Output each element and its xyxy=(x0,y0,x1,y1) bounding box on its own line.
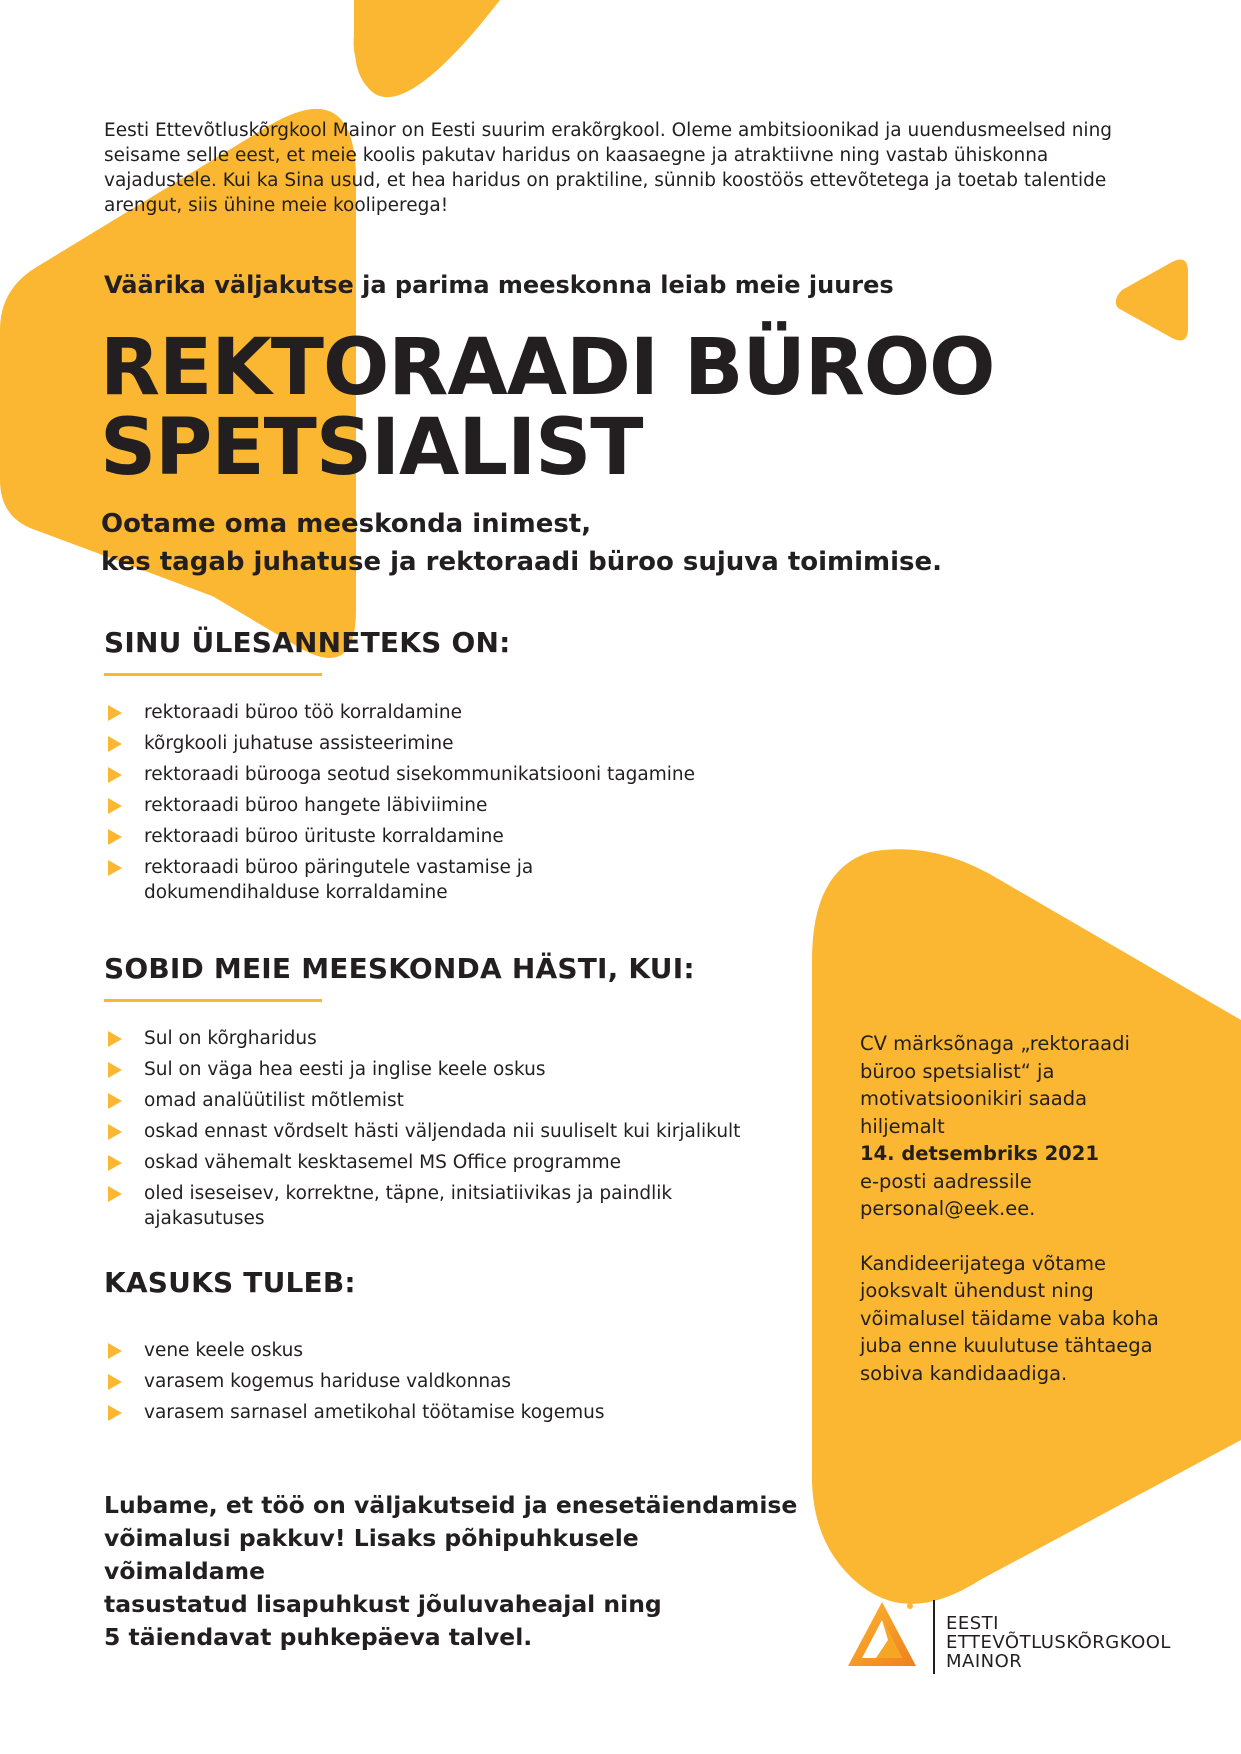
section-heading: SINU ÜLESANNETEKS ON: xyxy=(104,626,511,659)
logo-divider xyxy=(933,1600,935,1674)
note-line: juba enne kuulutuse tähtaega xyxy=(860,1334,1153,1357)
note-line: sobiva kandidaadiga. xyxy=(860,1361,1068,1385)
note-line: võimalusel täidame vaba koha xyxy=(860,1306,1159,1330)
section-heading: SOBID MEIE MEESKONDA HÄSTI, KUI: xyxy=(104,952,695,985)
logo-wordmark xyxy=(946,1614,1171,1671)
list-item: oskad ennast võrdselt hästi väljendada nii suuliselt kui kirjalikult xyxy=(104,1119,774,1144)
logo-line: EESTI xyxy=(946,1613,999,1634)
lead-line: kes tagab juhatuse ja rektoraadi büroo sujuva toimimise. xyxy=(101,547,943,577)
mainor-logo-icon xyxy=(842,1596,922,1676)
advantages-list xyxy=(104,1338,774,1425)
bullet-arrow-icon xyxy=(108,1062,122,1078)
list-item: rektoraadi büroo töö korraldamine xyxy=(104,700,774,725)
list-item: rektoraadi büroo päringutele vastamise ja dokumendihalduse korraldamine xyxy=(104,855,704,905)
bullet-arrow-icon xyxy=(108,798,122,814)
list-item: varasem kogemus hariduse valdkonnas xyxy=(104,1369,774,1394)
bullet-arrow-icon xyxy=(108,860,122,876)
task-list xyxy=(104,700,774,905)
job-title-line: REKTORAADI BÜROO xyxy=(100,323,995,413)
lead-line: Ootame oma meeskonda inimest, xyxy=(101,509,592,539)
list-item: rektoraadi büroo hangete läbiviimine xyxy=(104,793,774,818)
tagline: Väärika väljakutse ja parima meeskonna leiab meie juures xyxy=(104,271,894,299)
bullet-arrow-icon xyxy=(108,1031,122,1047)
closing-line: 5 täiendavat puhkepäeva talvel. xyxy=(104,1623,533,1651)
apply-line: e-posti aadressile xyxy=(860,1169,1032,1193)
bullet-arrow-icon xyxy=(108,736,122,752)
bullet-arrow-icon xyxy=(108,1374,122,1390)
apply-line: hiljemalt xyxy=(860,1114,945,1138)
section-requirements xyxy=(104,952,774,1237)
section-advantages xyxy=(104,1266,774,1431)
list-item: kõrgkooli juhatuse assisteerimine xyxy=(104,731,774,756)
bullet-arrow-icon xyxy=(108,1186,122,1202)
email-link[interactable]: personal@eek.ee. xyxy=(860,1197,1036,1220)
list-item: Sul on kõrgharidus xyxy=(104,1026,774,1051)
bullet-arrow-icon xyxy=(108,1155,122,1171)
apply-line: CV märksõnaga „rektoraadi xyxy=(860,1032,1130,1055)
note-line: jooksvalt ühendust ning xyxy=(860,1279,1094,1302)
intro-paragraph: Eesti Ettevõtluskõrgkool Mainor on Eesti suurim erakõrgkool. Oleme ambitsioonikad ja uuendusmeelsed ning seisame selle eest, et meie koolis pakutav haridus on kaasaegne ja atraktiivne ning vastab ühiskonna vajadustele. Kui ka Sina usud, et hea haridus on praktiline, sünnib koostöös ettevõtetega ja toetab talentide arengut, siis ühine meie kooliperega! xyxy=(104,120,1113,216)
heading-underline xyxy=(104,999,322,1002)
closing-line: võimalusi pakkuv! Lisaks põhipuhkusele võimaldame xyxy=(104,1524,639,1585)
apply-line: motivatsioonikiri saada xyxy=(860,1087,1088,1110)
job-title-line: SPETSIALIST xyxy=(100,403,643,493)
bullet-arrow-icon xyxy=(108,1124,122,1140)
deadline: 14. detsembriks 2021 xyxy=(860,1142,1099,1165)
closing-statement xyxy=(104,1489,804,1654)
list-item: oled iseseisev, korrektne, täpne, initsiatiivikas ja paindlik ajakasutuses xyxy=(104,1181,734,1231)
logo-line: ETTEVÕTLUSKÕRGKOOL xyxy=(946,1632,1171,1653)
bullet-arrow-icon xyxy=(108,1093,122,1109)
bullet-arrow-icon xyxy=(108,705,122,721)
bullet-arrow-icon xyxy=(108,767,122,783)
note-line: Kandideerijatega võtame xyxy=(860,1251,1106,1275)
bullet-arrow-icon xyxy=(108,829,122,845)
list-item: Sul on väga hea eesti ja inglise keele oskus xyxy=(104,1057,774,1082)
job-title xyxy=(100,323,995,493)
application-info xyxy=(860,1030,1200,1387)
lead-text xyxy=(101,505,942,581)
bullet-arrow-icon xyxy=(108,1405,122,1421)
requirements-list xyxy=(104,1026,774,1231)
logo-line: MAINOR xyxy=(946,1651,1023,1672)
list-item: rektoraadi bürooga seotud sisekommunikatsiooni tagamine xyxy=(104,762,774,787)
section-heading: KASUKS TULEB: xyxy=(104,1266,356,1299)
list-item: omad analüütilist mõtlemist xyxy=(104,1088,774,1113)
closing-line: Lubame, et töö on väljakutseid ja enesetäiendamise xyxy=(104,1491,798,1519)
closing-line: tasustatud lisapuhkust jõuluvaheajal ning xyxy=(104,1590,662,1618)
list-item: oskad vähemalt kesktasemel MS Office programme xyxy=(104,1150,774,1175)
list-item: rektoraadi büroo ürituste korraldamine xyxy=(104,824,774,849)
apply-line: büroo spetsialist“ ja xyxy=(860,1059,1055,1083)
bullet-arrow-icon xyxy=(108,1343,122,1359)
heading-underline xyxy=(104,673,322,676)
list-item: varasem sarnasel ametikohal töötamise kogemus xyxy=(104,1400,774,1425)
section-tasks xyxy=(104,626,774,911)
list-item: vene keele oskus xyxy=(104,1338,774,1363)
